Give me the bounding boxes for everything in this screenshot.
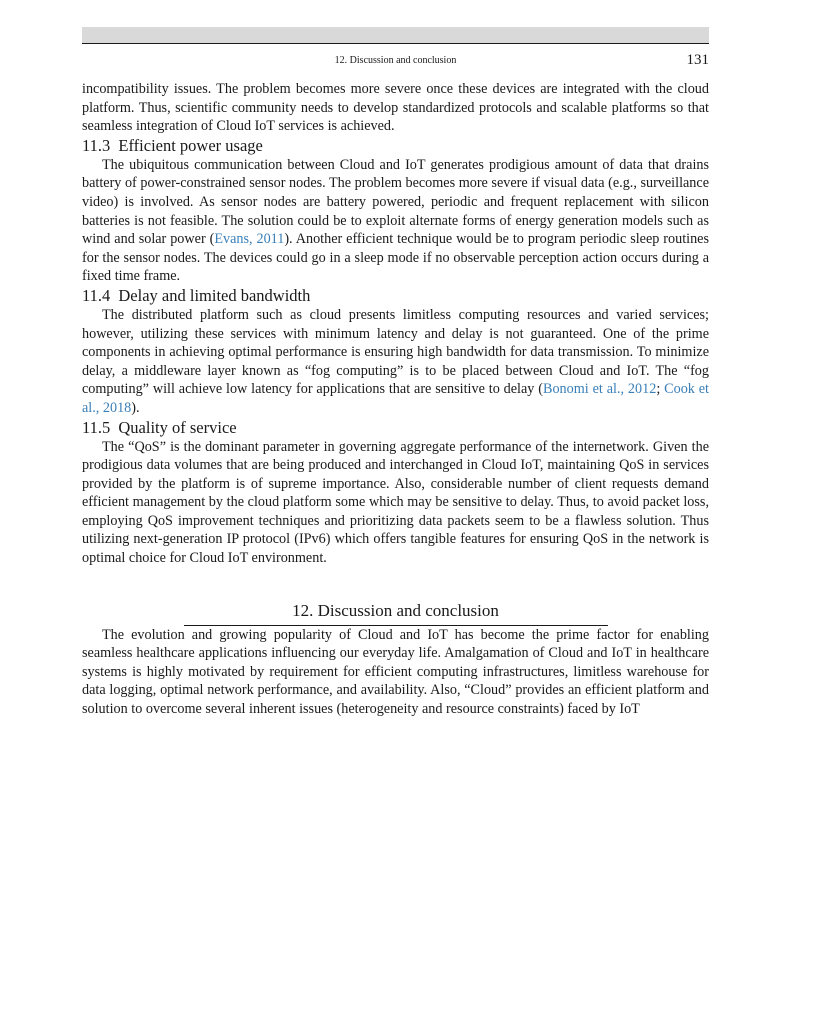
page-content bbox=[82, 80, 709, 719]
section-11-3-heading bbox=[82, 136, 709, 156]
section-11-3-text-b: ). Another efficient technique would be to program periodic sleep routines for the sensor nodes. The devices could go in a sleep mode if no observable perception action occurs during a fixed time frame. bbox=[82, 231, 709, 285]
citation-evans-2011[interactable]: Evans, 2011 bbox=[214, 231, 285, 248]
running-head bbox=[82, 52, 709, 72]
section-11-4-text-a: The distributed platform such as cloud presents limitless computing resources and varied services; however, utilizing these services with minimum latency and delay is not guaranteed. One of the prime components in achieving optimal performance is ensuring high bandwidth for data transmission. To minimize delay, a middleware layer known as “fog computing” is to be placed between Cloud and IoT. The “fog computing” will achieve low latency for applications that are sensitive to delay ( bbox=[82, 306, 709, 398]
citation-bonomi-2012[interactable]: Bonomi et al., 2012 bbox=[543, 381, 657, 398]
citation-cook-2018[interactable]: Cook et al., 2018 bbox=[82, 381, 710, 416]
section-11-3-title: Efficient power usage bbox=[118, 135, 263, 155]
section-11-4-heading bbox=[82, 286, 709, 306]
section-11-4-paragraph bbox=[82, 306, 709, 418]
section-11-5-heading bbox=[82, 418, 709, 438]
chapter-12-title: 12. Discussion and conclusion bbox=[292, 600, 499, 620]
page-number: 131 bbox=[686, 52, 709, 68]
header-rule bbox=[82, 43, 709, 44]
header-band bbox=[82, 27, 709, 43]
running-title: 12. Discussion and conclusion bbox=[334, 55, 457, 66]
section-11-3-paragraph bbox=[82, 156, 709, 286]
section-11-4-text-b: ). bbox=[131, 399, 140, 416]
citation-separator: ; bbox=[656, 381, 665, 398]
section-11-3-number: 11.3 bbox=[82, 135, 111, 155]
section-11-5-title: Quality of service bbox=[118, 417, 237, 437]
intro-paragraph: incompatibility issues. The problem becomes more severe once these devices are integrated with the cloud platform. Thus, scientific community needs to develop standardized protocols and scalable platforms so that seamless integration of Cloud IoT services is achieved. bbox=[82, 81, 709, 135]
section-11-5-paragraph: The “QoS” is the dominant parameter in governing aggregate performance of the internetwork. Given the prodigious data volumes that are being produced and interchanged in Cloud IoT, maintaining QoS in services provided by the platform is of supreme importance. Also, considerable number of client requests demand efficient management by the cloud platform some which may be sensitive to delay. Thus, to avoid packet loss, employing QoS improvement techniques and prioritizing data packets seem to be a flawless solution. Thus utilizing next-generation IP protocol (IPv6) which offers tangible features for ensuring QoS in the network is optimal choice for Cloud IoT environment. bbox=[82, 438, 709, 567]
section-11-3-text-a: The ubiquitous communication between Cloud and IoT generates prodigious amount of data that drains battery of power-constrained sensor nodes. The problem becomes more severe if visual data (e.g., surveillance video) is involved. As sensor nodes are battery powered, periodic and frequent replacement with silicon batteries is not feasible. The solution could be to exploit alternate forms of energy generation models such as wind and solar power ( bbox=[82, 156, 709, 248]
section-11-4-title: Delay and limited bandwidth bbox=[118, 285, 311, 305]
section-11-5-number: 11.5 bbox=[82, 417, 111, 437]
section-11-4-number: 11.4 bbox=[82, 285, 111, 305]
chapter-12-heading bbox=[82, 600, 709, 626]
chapter-12-paragraph: The evolution and growing popularity of Cloud and IoT has become the prime factor for enabling seamless healthcare applications influencing our everyday life. Amalgamation of Cloud and IoT in healthcare systems is highly motivated by requirement for efficient computing infrastructures, limitless warehouse for data logging, optimal network performance, and availability. Also, “Cloud” provides an efficient platform and solution to overcome several inherent issues (heterogeneity and resource constraints) faced by IoT bbox=[82, 626, 709, 718]
